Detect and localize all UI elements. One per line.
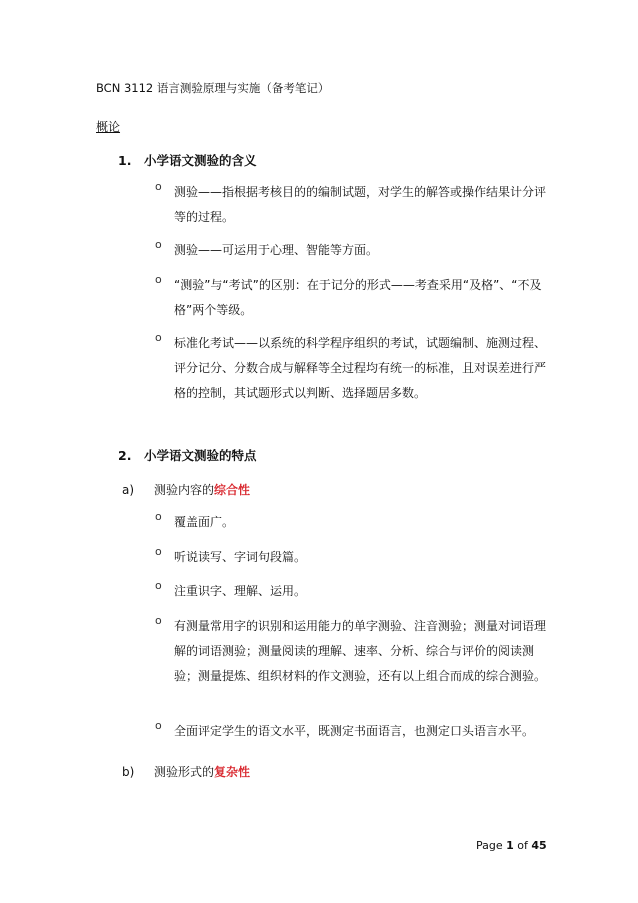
bullet-icon: o xyxy=(155,238,162,251)
list-item-text: 测验——可运用于心理、智能等方面。 xyxy=(174,243,379,257)
heading-2 xyxy=(118,446,257,464)
heading-1 xyxy=(118,151,257,169)
sub-heading-a-label: a) xyxy=(122,483,135,497)
page-number xyxy=(476,839,547,852)
sub-heading-b-emphasis: 复杂性 xyxy=(214,765,251,779)
heading-2-number: 2. xyxy=(118,448,132,463)
page-number-current: 1 xyxy=(506,839,514,852)
document-header: BCN 3112 语言测验原理与实施（备考笔记） xyxy=(96,81,330,95)
list-item xyxy=(155,180,555,230)
list-item-text: 有测量常用字的识别和运用能力的单字测验、注音测验；测量对词语理解的词语测验；测量阅读的理解、速率、分析、综合与评价的阅读测验；测量提炼、组织材料的作文测验，还有以上组合而成的综合测验。 xyxy=(174,619,547,683)
list-item-text: 测验——指根据考核目的的编制试题，对学生的解答或操作结果计分评等的过程。 xyxy=(174,185,547,224)
list-item-text: “测验”与“考试”的区别：在于记分的形式——考查采用“及格”、“不及格”两个等级。 xyxy=(174,278,542,317)
page-number-middle: of xyxy=(513,839,532,852)
list-item xyxy=(155,545,555,570)
bullet-icon: o xyxy=(155,331,162,344)
list-item-text: 全面评定学生的语文水平，既测定书面语言，也测定口头语言水平。 xyxy=(174,724,535,738)
page-number-prefix: Page xyxy=(476,839,507,852)
bullet-icon: o xyxy=(155,510,162,523)
list-item xyxy=(155,510,555,535)
list-item xyxy=(155,579,555,604)
bullet-icon: o xyxy=(155,579,162,592)
bullet-icon: o xyxy=(155,273,162,286)
list-item xyxy=(155,614,555,689)
list-item-text: 标准化考试——以系统的科学程序组织的考试，试题编制、施测过程、评分记分、分数合成与解释等全过程均有统一的标准，且对误差进行严格的控制，其试题形式以判断、选择题居多数。 xyxy=(174,336,547,400)
list-item xyxy=(155,273,555,323)
heading-1-number: 1. xyxy=(118,153,132,168)
heading-2-title: 小学语文测验的特点 xyxy=(144,448,257,463)
list-item xyxy=(155,719,555,744)
list-item xyxy=(155,331,555,406)
page-number-total: 45 xyxy=(531,839,547,852)
sub-heading-b-text: 测验形式的 xyxy=(154,765,215,779)
sub-heading-a xyxy=(122,481,250,498)
section-title: 概论 xyxy=(96,120,121,134)
heading-1-title: 小学语文测验的含义 xyxy=(144,153,257,168)
list-item-text: 听说读写、字词句段篇。 xyxy=(174,550,307,564)
list-item-text: 覆盖面广。 xyxy=(174,515,235,529)
sub-heading-a-emphasis: 综合性 xyxy=(214,483,251,497)
list-item-text: 注重识字、理解、运用。 xyxy=(174,584,307,598)
sub-heading-b xyxy=(122,763,250,780)
bullet-icon: o xyxy=(155,719,162,732)
bullet-icon: o xyxy=(155,545,162,558)
bullet-icon: o xyxy=(155,180,162,193)
sub-heading-b-label: b) xyxy=(122,765,135,779)
bullet-icon: o xyxy=(155,614,162,627)
sub-heading-a-text: 测验内容的 xyxy=(154,483,215,497)
list-item xyxy=(155,238,555,263)
